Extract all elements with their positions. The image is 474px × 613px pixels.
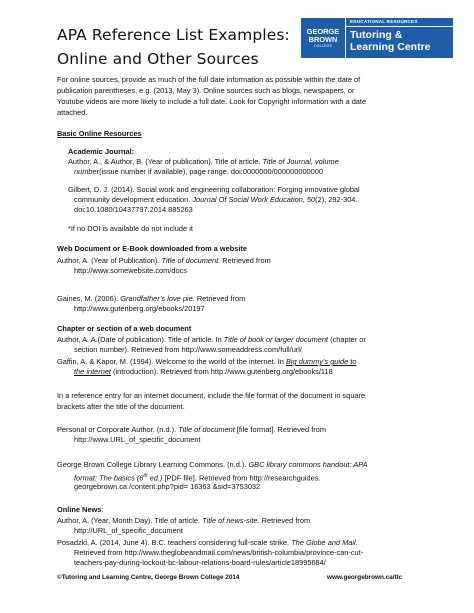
reference-line: Author, A. (Year of Publication). Title of document. Retrieved from [57,256,271,265]
intro-line: publication parentheses, e.g. (2013, May 3). Online sources such as blogs, newspapers, or [57,86,355,95]
intro-line: For online sources, provide as much of the full date information as possible within the date of [57,75,361,84]
doi-note: *If no DOI is available do not include it [68,224,193,233]
reference-line: Author, A. A.(Date of publication). Title of article. In Title of book or larger document (chapter or [57,335,366,344]
reference-line: Author, A., & Author, B. (Year of publication). Title of article. Title of Journal, volume [68,157,339,166]
internet-note-line: In a reference entry for an internet document, include the file format of the document in square [57,391,366,400]
reference-line: section number). Retrieved from http://www.someaddress.com/full/url/ [74,345,302,354]
internet-note-line: brackets after the title of the document. [57,402,185,411]
reference-line: Posadzki, A. (2014, June 4). B.C. teachers considering full-scale strike. The Globe and Mail. [57,538,358,547]
footer-copyright: ©Tutoring and Learning Centre, George Brown College 2014 [57,574,240,581]
logo-main-line2: Learning Centre [350,40,431,53]
reference-line: doi:10.1080/10437797.2014.885263 [74,205,193,214]
reference-line: http://URL_of_specific_document [74,526,183,535]
logo-main-line1: Tutoring & [350,29,403,41]
section-heading-online-news: Online News: [57,505,104,514]
reference-line: Personal or Corporate Author. (n.d.). Title of document [file format]. Retrieved from [57,425,326,434]
section-heading-basic: Basic Online Resources [57,129,142,138]
reference-line: community development education. Journal Of Social Work Education, 50(2), 292-304. [74,195,358,204]
intro-line: Youtube videos are more likely to include a full date. Look for Copyright information with a date [57,97,367,106]
reference-line: http://www.URL_of_specific_document [74,435,201,444]
logo-emblem-small: COLLEGE [313,44,333,48]
intro-line: attached. [57,108,88,117]
reference-line: Retrieved from http://www.theglobeandmail.com/news/british-columbia/province-can-cut- [74,548,364,557]
reference-line: teachers-pay-during-lockout-bc-labour-relations-board-rules/article18995684/ [74,558,326,567]
reference-line: format: The basics (6th ed.) [PDF file]. Retrieved from http://researchguides. [74,473,321,483]
reference-line: Author, A. (Year, Month Day). Title of article. Title of news-site. Retrieved from [57,516,311,525]
reference-line: http://www.gutenberg.org/ebooks/20197 [74,304,205,313]
reference-line: Gaffin, A. & Kapor, M. (1994). Welcome to the world of the internet. In Big dummy’s guide to [57,357,357,366]
george-brown-logo [301,18,346,58]
footer-website: www.georgebrown.ca/tlc [327,574,403,581]
logo-emblem-line1: GEORGE [306,27,340,36]
reference-line: number(issue number if available), page range. doi:0000000/000000000000 [74,167,324,176]
reference-line: George Brown College Library Learning Commons. (n.d.). GBC library commons handout: APA [57,460,368,469]
logo-emblem-line2: BROWN [308,35,338,44]
reference-line: Gilbert, D. J. (2014). Social work and engineering collaboration: Forging innovative global [68,185,360,194]
tutoring-centre-logo [301,18,453,58]
reference-line: Gaines, M. (2006). Grandfather’s love pie. Retrieved from [57,294,246,303]
logo-main-text [346,27,453,58]
section-heading-web-document: Web Document or E-Book downloaded from a website [57,244,247,253]
page-title: APA Reference List Examples: [57,26,290,44]
logo-top-text: EDUCATIONAL RESOURCES [346,18,453,27]
reference-line: georgebrown.ca /content.php?pid= 16363 &sid=3753032 [74,482,261,491]
subheading-academic-journal: Academic Journal: [68,147,135,156]
page-subtitle: Online and Other Sources [57,50,259,68]
section-heading-chapter: Chapter or section of a web document [57,324,192,333]
reference-line: http://www.somewebsite.com/docs [74,266,187,275]
reference-line: the internet (introduction). Retrieved from http://www.gutenberg.org/ebooks/118 [74,367,333,376]
